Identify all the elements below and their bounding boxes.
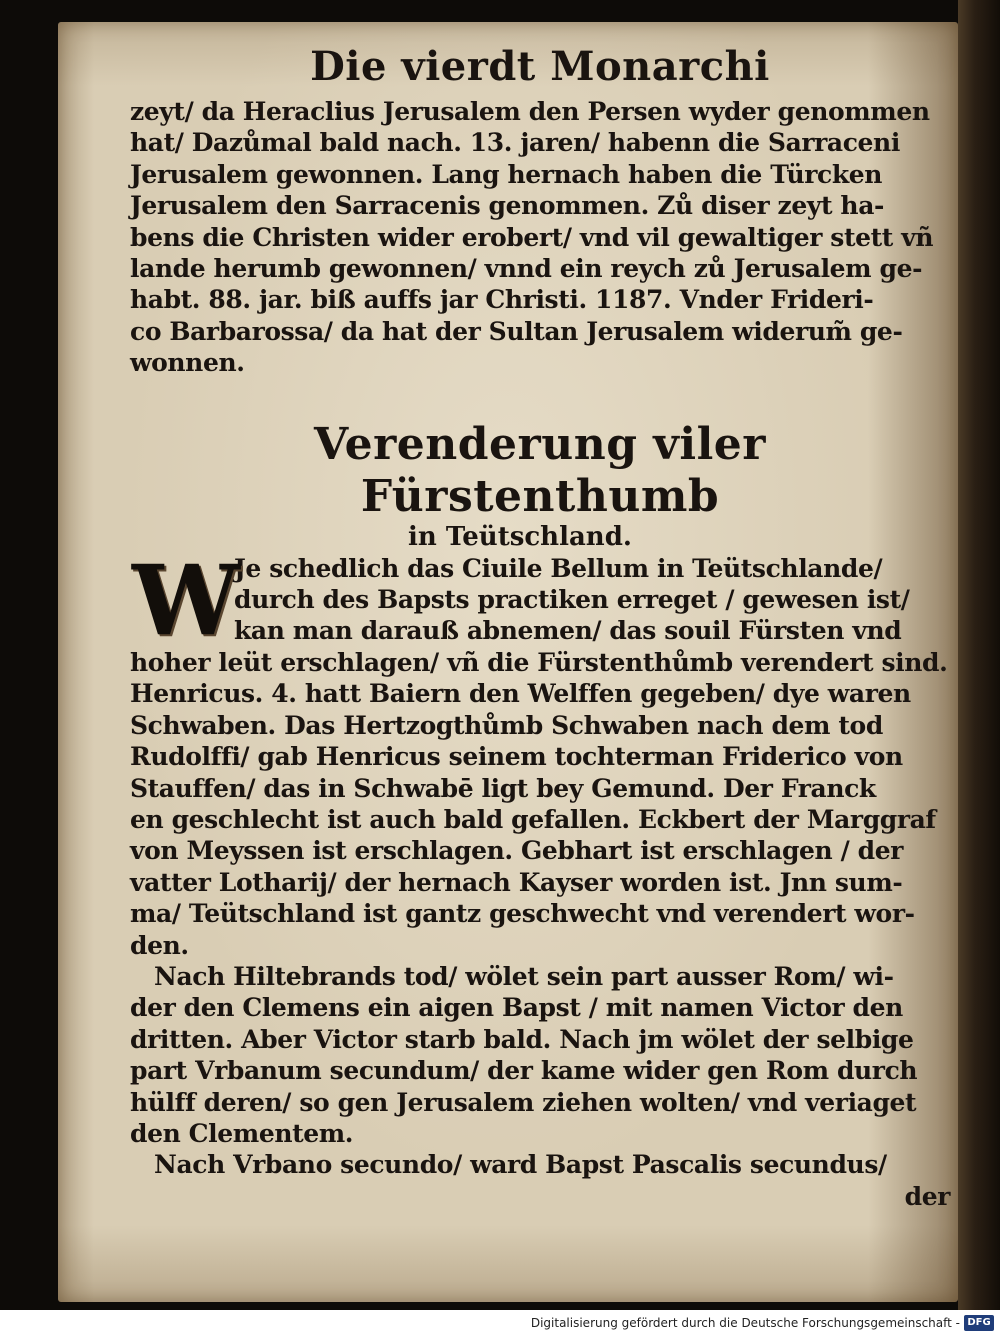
text-line: habt. 88. jar. biß auffs jar Christi. 1187. Vnder Frideri- bbox=[130, 285, 874, 315]
text-line: kan man darauß abnemen/ das souil Fürsten vnd bbox=[234, 616, 902, 646]
text-line: co Barbarossa/ da hat der Sultan Jerusalem widerum̃ ge- bbox=[130, 316, 903, 346]
section-fuerstenthumb bbox=[130, 543, 950, 961]
section-hiltebrand bbox=[130, 961, 950, 1149]
text-line: Nach Vrbano secundo/ ward Bapst Pascalis secundus/ bbox=[154, 1150, 887, 1180]
text-line: hülff deren/ so gen Jerusalem ziehen wolten/ vnd veriaget bbox=[130, 1087, 917, 1117]
text-line: ma/ Teütschland ist gantz geschwecht vnd verendert wor- bbox=[130, 899, 915, 929]
text-line: den. bbox=[130, 930, 189, 960]
decorated-initial: W bbox=[132, 543, 240, 657]
text-line: Nach Hiltebrands tod/ wölet sein part ausser Rom/ wi- bbox=[154, 961, 894, 991]
text-line: en geschlecht ist auch bald gefallen. Eckbert der Marggraf bbox=[130, 804, 936, 834]
text-line: vatter Lotharij/ der hernach Kayser worden ist. Jnn sum- bbox=[130, 867, 903, 897]
text-line: part Vrbanum secundum/ der kame wider gen Rom durch bbox=[130, 1056, 918, 1086]
text-line: Jerusalem den Sarracenis genommen. Zů diser zeyt ha- bbox=[130, 191, 884, 221]
text-line: Je schedlich das Ciuile Bellum in Teütschlande/ bbox=[234, 553, 883, 583]
text-line: Jerusalem gewonnen. Lang hernach haben die Türcken bbox=[130, 159, 883, 189]
running-head: Die vierdt Monarchi bbox=[310, 43, 770, 90]
text-line: hat/ Dazůmal bald nach. 13. jaren/ habenn die Sarraceni bbox=[130, 128, 900, 158]
section-heading: Verenderung viler Fürstenthumb bbox=[314, 418, 766, 522]
footer-text: Digitalisierung gefördert durch die Deutsche Forschungsgemeinschaft - bbox=[530, 1316, 960, 1330]
text-line: von Meyssen ist erschlagen. Gebhart ist erschlagen / der bbox=[130, 836, 904, 866]
text-line: bens die Christen wider erobert/ vnd vil gewaltiger stett vñ bbox=[130, 222, 934, 252]
text-line: dritten. Aber Victor starb bald. Nach jm wölet der selbige bbox=[130, 1024, 914, 1054]
digitization-footer bbox=[0, 1310, 1000, 1337]
text-line: durch des Bapsts practiken erreget / gewesen ist/ bbox=[234, 585, 910, 615]
section-subheading: in Teütschland. bbox=[408, 521, 632, 552]
text-line: zeyt/ da Heraclius Jerusalem den Persen wyder genommen bbox=[130, 97, 930, 126]
text-line: Rudolffi/ gab Henricus seinem tochterman Friderico von bbox=[130, 742, 903, 772]
section-jerusalem bbox=[130, 96, 950, 379]
book-binding-gutter bbox=[958, 0, 1000, 1310]
page-text bbox=[130, 30, 950, 1212]
section-vrbano bbox=[130, 1149, 950, 1180]
text-line: Schwaben. Das Hertzogthůmb Schwaben nach dem tod bbox=[130, 710, 883, 740]
dfg-logo-icon: DFG bbox=[964, 1315, 994, 1331]
text-line: lande herumb gewonnen/ vnnd ein reych zů Jerusalem ge- bbox=[130, 254, 923, 284]
text-line: den Clementem. bbox=[130, 1118, 354, 1148]
text-line: der den Clemens ein aigen Bapst / mit namen Victor den bbox=[130, 993, 903, 1023]
catchword: der bbox=[904, 1181, 950, 1211]
text-line: wonnen. bbox=[130, 348, 245, 378]
text-line: hoher leüt erschlagen/ vñ die Fürstenthůmb verendert sind. bbox=[130, 647, 948, 677]
text-line: Henricus. 4. hatt Baiern den Welffen gegeben/ dye waren bbox=[130, 679, 911, 709]
text-line: Stauffen/ das in Schwabē ligt bey Gemund. Der Franck bbox=[130, 773, 876, 803]
